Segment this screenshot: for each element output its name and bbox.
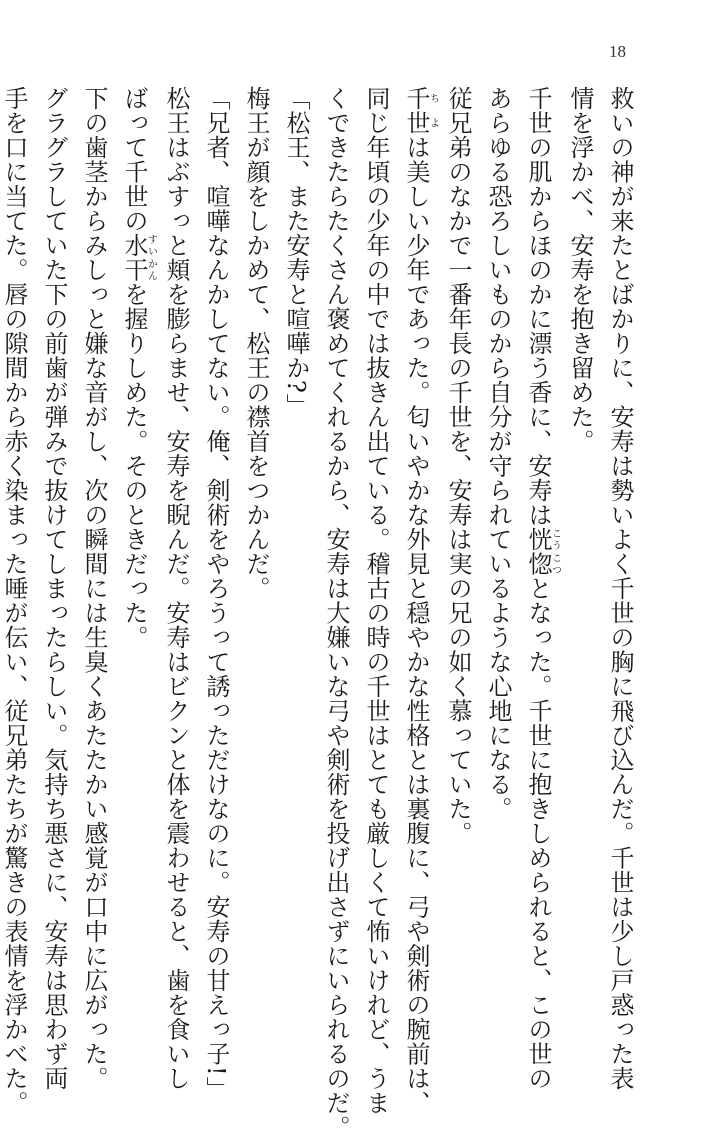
text-line: [518, 86, 561, 1091]
line-segment: 千世の肌からほのかに漂う香に、安寿は: [524, 86, 552, 527]
ruby-base: 恍惚: [524, 527, 552, 576]
ruby-base: 水干: [120, 233, 148, 282]
ruby-annotation: [524, 527, 561, 576]
ruby-annotation: [402, 86, 439, 135]
text-line: 「松王、また安寿と喧嘩か?」: [282, 86, 310, 418]
ruby-reading: こうこつ: [549, 527, 561, 576]
ruby-annotation: [120, 233, 157, 282]
text-line: くできたらたくさん褒めてくれるから、安寿は大嫌いな弓や剣術を投げ出さずにいられるのだ。: [322, 86, 350, 1140]
text-line: [396, 86, 439, 1115]
text-line: 梅王が顔をしかめて、松王の襟首をつかんだ。: [242, 86, 270, 601]
text-line: 下の歯茎からみしっと嫌な音がし、次の瞬間には生臭くあたたかい感覚が口中に広がった。: [80, 86, 108, 1091]
ruby-reading: ちよ: [427, 86, 439, 135]
text-line: グラグラしていた下の前歯が弾みで抜けてしまったらしい。気持ち悪さに、安寿は思わず両: [40, 86, 68, 1091]
text-line: 情を浮かべ、安寿を抱き留めた。: [566, 86, 594, 454]
text-line: [114, 86, 156, 972]
line-segment: を握りしめた。そのときだった。: [120, 282, 148, 650]
text-line: あらゆる恐ろしいものから自分が守られているような心地になる。: [484, 86, 512, 821]
text-line: 「兄者、喧嘩なんかしてない。俺、剣術をやろうって誘っただけなのに。安寿の甘えっ子!」: [202, 86, 230, 1101]
text-line: 救いの神が来たとばかりに、安寿は勢いよく千世の胸に飛び込んだ。千世は少し戸惑った表: [606, 86, 634, 1091]
line-segment: となった。千世に抱きしめられると、この世の: [524, 576, 552, 1091]
text-line: 手を口に当てた。唇の隙間から赤く染まった唾が伝い、従兄弟たちが驚きの表情を浮かべた。: [0, 86, 28, 1115]
ruby-base: 千世: [402, 86, 430, 135]
text-line: 松王はぶすっと頬を膨らませ、安寿を睨んだ。安寿はビクンと体を震わせると、歯を食いし: [162, 86, 190, 1091]
page-number: 18: [609, 42, 626, 61]
line-segment: は美しい少年であった。匂いやかな外見と穏やかな性格とは裏腹に、弓や剣術の腕前は、: [402, 135, 430, 1115]
text-line: 同じ年頃の少年の中では抜きん出ている。稽古の時の千世はとても厳しくて怖いけれど、うま: [362, 86, 390, 1115]
line-segment: ばって千世の: [120, 86, 148, 233]
text-line: 従兄弟のなかで一番年長の千世を、安寿は実の兄の如く慕っていた。: [444, 86, 472, 846]
vertical-text-body: [0, 86, 640, 1140]
ruby-reading: すいかん: [145, 233, 157, 282]
